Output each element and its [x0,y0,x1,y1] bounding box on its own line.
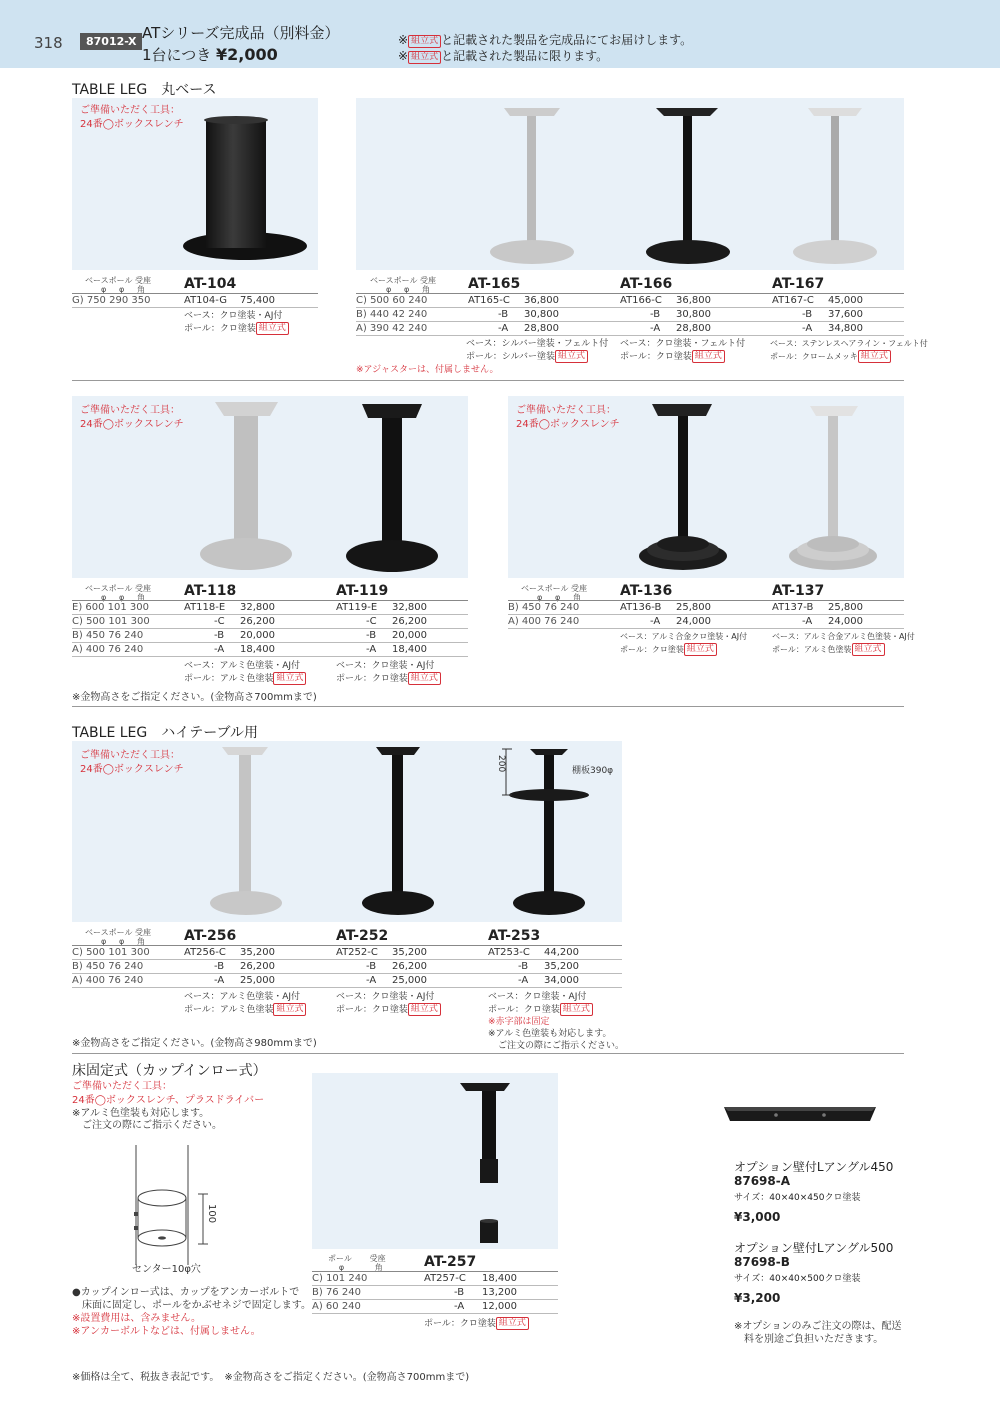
table-row: G) 750 290 350 AT104-G 75,400 [72,294,318,308]
at104-leg-image [72,98,318,270]
table-row: B) 450 76 240 AT136-B 25,800 AT137-B 25,800 [508,601,904,615]
price-prefix: 1台につき [142,46,212,64]
at137-desc: ベース：アルミ合金アルミ色塗装・AJ付 ポール：アルミ色塗装 組立式 [772,632,915,654]
at136-137-photo [508,396,904,578]
at165-167-leg-images [356,98,904,270]
at257-leg-image [312,1073,558,1249]
col-headers: ベースポール 受座 φ φ 角 [85,584,151,602]
model-at166: AT-166 [620,276,673,292]
cup-inlow-explanation: ●カップインロー式は、カップをアンカーボルトで 床面に固定し、ポールをかぶせネジで固定します。 ※設置費用は、含みません。 ※アンカーボルトなどは、付属しません。 [72,1287,311,1337]
at119-desc: ベース：クロ塗装・AJ付 ポール：クロ塗装 組立式 [336,660,441,685]
series-code-badge: 87012-X [80,33,142,50]
floor-alu-note: ※アルミ色塗装も対応します。 ご注文の際にご指示ください。 [72,1108,222,1131]
at256-desc: ベース：アルミ色塗装・AJ付 ポール：アルミ色塗装 組立式 [184,991,306,1016]
model-at257: AT-257 [424,1254,477,1270]
model-at118: AT-118 [184,583,237,599]
table-row: B) 450 76 240 -B 26,200 -B 26,200 -B 35,200 [72,960,622,974]
model-at256: AT-256 [184,928,237,944]
table-row: B) 440 42 240 -B 30,800 -B 30,800 -B 37,600 [356,308,904,322]
header-price [142,44,278,65]
option1-code: 87698-A [734,1174,791,1188]
shelf-label: 棚板390φ [572,766,614,776]
option1-size: サイズ：40×40×450クロ塗装 [734,1193,861,1203]
at118-desc: ベース：アルミ色塗装・AJ付 ポール：アルミ色塗装 組立式 [184,660,306,685]
col-headers: ベースポール 受座 φ φ 角 [85,928,151,946]
table-row: A) 400 76 240 -A 25,000 -A 25,000 -A 34,000 [72,974,622,988]
at104-photo [72,98,318,270]
at167-desc: ベース：ステンレスヘアライン・フェルト付 ポール：クロームメッキ 組立式 [770,339,928,361]
table-row: B) 76 240 -B 13,200 [312,1286,558,1300]
at136-137-leg-images [508,396,904,578]
option1-price: ¥3,000 [734,1210,781,1224]
header-note-1: ※ 組立式 と記載された製品を完成品にてお届けします。 [398,33,693,47]
section-title-high-table: TABLE LEG ハイテーブル用 [72,725,258,741]
option1-name: オプション壁付Lアングル450 [734,1160,894,1174]
section-title-round-base: TABLE LEG 丸ベース [72,82,217,98]
section-title-floor-fixed: 床固定式（カップインロー式） [72,1063,267,1079]
at257-table [312,1272,558,1314]
table-row: A) 390 42 240 -A 28,800 -A 28,800 -A 34,800 [356,322,904,336]
page-number: 318 [34,34,63,52]
model-at137: AT-137 [772,583,825,599]
option2-name: オプション壁付Lアングル500 [734,1241,894,1255]
tool-note: ご準備いただく工具： 24番◯ボックスレンチ [80,405,184,430]
col-headers: ベースポール 受座 φ φ 角 [85,276,151,294]
price-value: ¥2,000 [216,45,278,64]
tool-note: ご準備いただく工具： 24番◯ボックスレンチ [80,750,184,775]
height-note-700: ※金物高さをご指定ください。(金物高さ700mmまで) [72,692,317,703]
center-hole-label: センター10φ穴 [132,1264,201,1275]
col-headers: ベースポール 受座 φ φ 角 [370,276,436,294]
option-delivery-note: ※オプションのみご注文の際は、配送 料を別途ご負担いただきます。 [734,1321,902,1345]
l-angle-image [720,1103,880,1125]
footer-note: ※価格は全て、税抜き表記です。 ※金物高さをご指定ください。(金物高さ700mmまで) [72,1372,470,1383]
assembly-tag: 組立式 [408,51,441,64]
dimension-100: 100 [206,1204,217,1224]
table-row: C) 500 101 300 -C 26,200 -C 26,200 [72,615,468,629]
tool-note: ご準備いただく工具： 24番◯ボックスレンチ [80,105,184,130]
at136-desc: ベース：アルミ合金クロ塗装・AJ付 ポール：クロ塗装 組立式 [620,632,748,654]
at118-119-photo [72,396,468,578]
model-at104: AT-104 [184,276,237,292]
at118-119-leg-images [72,396,468,578]
table-row: C) 500 60 240 AT165-C 36,800 AT166-C 36,800 AT167-C 45,000 [356,294,904,308]
header-note-2: ※ 組立式 と記載された製品に限ります。 [398,49,609,63]
at118-119-table [72,601,468,657]
tool-note: ご準備いただく工具： 24番◯ボックスレンチ [516,405,620,430]
col-headers: ポール 受座 φ 角 [328,1254,386,1272]
model-at167: AT-167 [772,276,825,292]
at136-137-table [508,601,904,629]
table-row: B) 450 76 240 -B 20,000 -B 20,000 [72,629,468,643]
model-at119: AT-119 [336,583,389,599]
adjuster-note: ※アジャスターは、付属しません。 [356,365,499,375]
assembly-tag: 組立式 [408,35,441,48]
table-row: C) 500 101 300 AT256-C 35,200 AT252-C 35,200 AT253-C 44,200 [72,946,622,960]
table-row: A) 400 76 240 -A 24,000 -A 24,000 [508,615,904,629]
at165-167-photo [356,98,904,270]
dimension-200: 200 [496,755,506,773]
at166-desc: ベース：クロ塗装・フェルト付 ポール：クロ塗装 組立式 [620,339,746,362]
model-at253: AT-253 [488,928,541,944]
floor-tool-note: ご準備いただく工具： 24番◯ボックスレンチ、プラスドライバー [72,1081,265,1106]
at253-desc: ベース：クロ塗装・AJ付 ポール：クロ塗装 組立式 ※赤字部は固定 ※アルミ色塗装も対応します。 ご注文の際にご指示ください。 [488,992,625,1051]
model-at136: AT-136 [620,583,673,599]
at256-253-leg-images [72,741,622,922]
model-at165: AT-165 [468,276,521,292]
table-row: A) 60 240 -A 12,000 [312,1300,558,1314]
at165-desc: ベース：シルバー塗装・フェルト付 ポール：シルバー塗装 組立式 [466,339,609,362]
at257-photo [312,1073,558,1249]
col-headers: ベースポール 受座 φ φ 角 [521,584,587,602]
option2-price: ¥3,200 [734,1291,781,1305]
at252-desc: ベース：クロ塗装・AJ付 ポール：クロ塗装 組立式 [336,991,441,1016]
table-row: E) 600 101 300 AT118-E 32,800 AT119-E 32,800 [72,601,468,615]
at256-253-table [72,946,622,988]
option2-code: 87698-B [734,1255,790,1269]
table-row: A) 400 76 240 -A 18,400 -A 18,400 [72,643,468,657]
at256-253-photo [72,741,622,922]
header-title: ATシリーズ完成品（別料金） [142,24,340,42]
at257-desc: ポール：クロ塗装 組立式 [424,1317,529,1330]
at104-desc: ベース：クロ塗装・AJ付 ポール：クロ塗装 組立式 [184,310,289,335]
table-row: C) 101 240 AT257-C 18,400 [312,1272,558,1286]
model-at252: AT-252 [336,928,389,944]
at165-167-table [356,294,904,336]
height-note-980: ※金物高さをご指定ください。(金物高さ980mmまで) [72,1038,317,1049]
option2-size: サイズ：40×40×500クロ塗装 [734,1274,861,1284]
